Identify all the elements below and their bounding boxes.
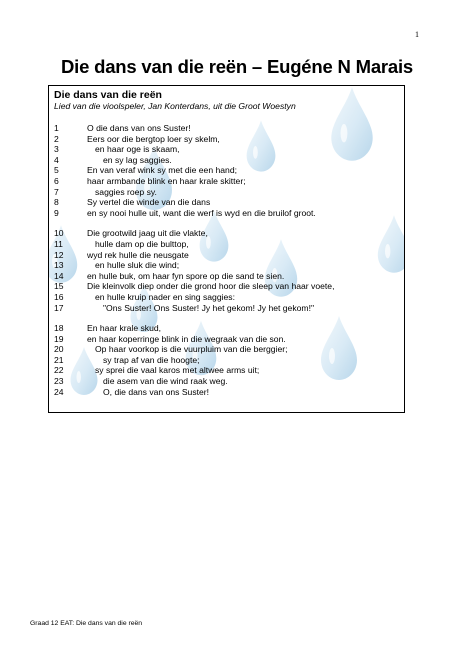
line-text: En van veraf wink sy met die een hand;	[87, 165, 237, 176]
poem-line	[49, 334, 404, 345]
poem-lines	[49, 123, 404, 397]
line-number: 1	[54, 123, 59, 133]
line-number: 11	[54, 238, 63, 249]
line-text: sy sprei die vaal karos met altwee arms uit;	[95, 365, 260, 376]
line-text: en hulle buk, om haar fyn spore op die sand te sien.	[87, 270, 285, 281]
poem-subtitle: Lied van die vioolspeler, Jan Konterdans, uit die Groot Woestyn	[54, 101, 296, 111]
line-text: En haar krale skud,	[87, 323, 162, 334]
poem-line	[49, 281, 404, 292]
line-number: 5	[54, 165, 59, 176]
poem-box	[48, 85, 405, 413]
poem-line	[49, 123, 404, 134]
line-text: Die grootwild jaag uit die vlakte,	[87, 228, 208, 239]
poem-line	[49, 376, 404, 387]
poem-line	[49, 155, 404, 166]
line-text: en hulle sluk die wind;	[95, 260, 180, 271]
poem-line	[49, 260, 404, 271]
poem-line	[49, 303, 404, 314]
line-text: Sy vertel die winde van die dans	[87, 197, 211, 208]
line-number: 2	[54, 133, 59, 144]
poem-line	[49, 239, 404, 250]
poem-line	[49, 165, 404, 176]
poem-line	[49, 134, 404, 145]
line-text: saggies roep sy.	[95, 186, 157, 197]
line-number: 15	[54, 281, 64, 292]
line-text: O die dans van ons Suster!	[87, 123, 191, 133]
line-number: 19	[54, 333, 64, 344]
line-text: en sy nooi hulle uit, want die werf is wyd en die bruilof groot.	[87, 207, 316, 218]
line-text: en haar koperringe blink in die wegraak van die son.	[87, 333, 286, 344]
line-number: 6	[54, 175, 59, 186]
line-number: 23	[54, 376, 64, 387]
line-number: 20	[54, 344, 64, 355]
line-number: 14	[54, 270, 64, 281]
line-number: 17	[54, 302, 64, 313]
page-number: 1	[415, 30, 419, 39]
line-number: 10	[54, 228, 64, 239]
line-number: 16	[54, 291, 64, 302]
page-title: Die dans van die reën – Eugéne N Marais	[60, 56, 414, 77]
line-text: Die kleinvolk diep onder die grond hoor die sleep van haar voete,	[87, 281, 335, 292]
line-number: 7	[54, 186, 59, 197]
poem-line	[49, 208, 404, 219]
line-number: 13	[54, 260, 64, 271]
line-text: Op haar voorkop is die vuurpluim van die berggier;	[95, 344, 288, 355]
line-number: 4	[54, 154, 59, 165]
line-number: 22	[54, 365, 64, 376]
line-number: 9	[54, 207, 59, 218]
poem-title: Die dans van die reën	[54, 89, 162, 101]
poem-line	[49, 292, 404, 303]
line-text: sy trap af van die hoogte;	[103, 354, 200, 365]
line-number: 3	[54, 144, 59, 155]
page-footer: Graad 12 EAT: Die dans van die reën	[30, 620, 143, 627]
line-text: O, die dans van ons Suster!	[103, 386, 210, 397]
line-text: die asem van die wind raak weg.	[103, 376, 228, 387]
line-text: wyd rek hulle die neusgate	[87, 249, 189, 260]
line-text: en haar oge is skaam,	[95, 144, 180, 155]
line-number: 8	[54, 197, 59, 208]
line-text: en hulle kruip nader en sing saggies:	[95, 291, 235, 302]
poem-line	[49, 197, 404, 208]
line-text: hulle dam op die bulttop,	[95, 238, 189, 249]
poem-line	[49, 365, 404, 376]
poem-line	[49, 187, 404, 198]
line-text: "Ons Suster! Ons Suster! Jy het gekom! Jy het gekom!"	[103, 302, 315, 313]
line-text: Eers oor die bergtop loer sy skelm,	[87, 133, 220, 144]
poem-line	[49, 250, 404, 261]
poem-line	[49, 228, 404, 239]
line-text: haar armbande blink en haar krale skitter;	[87, 175, 246, 186]
poem-line	[49, 344, 404, 355]
line-number: 18	[54, 323, 64, 334]
poem-line	[49, 387, 404, 398]
poem-line	[49, 355, 404, 366]
line-number: 21	[54, 354, 64, 365]
poem-line	[49, 144, 404, 155]
poem-line	[49, 176, 404, 187]
poem-line	[49, 271, 404, 282]
poem-line	[49, 323, 404, 334]
line-text: en sy lag saggies.	[103, 154, 172, 165]
line-number: 24	[54, 386, 64, 397]
line-number: 12	[54, 249, 64, 260]
